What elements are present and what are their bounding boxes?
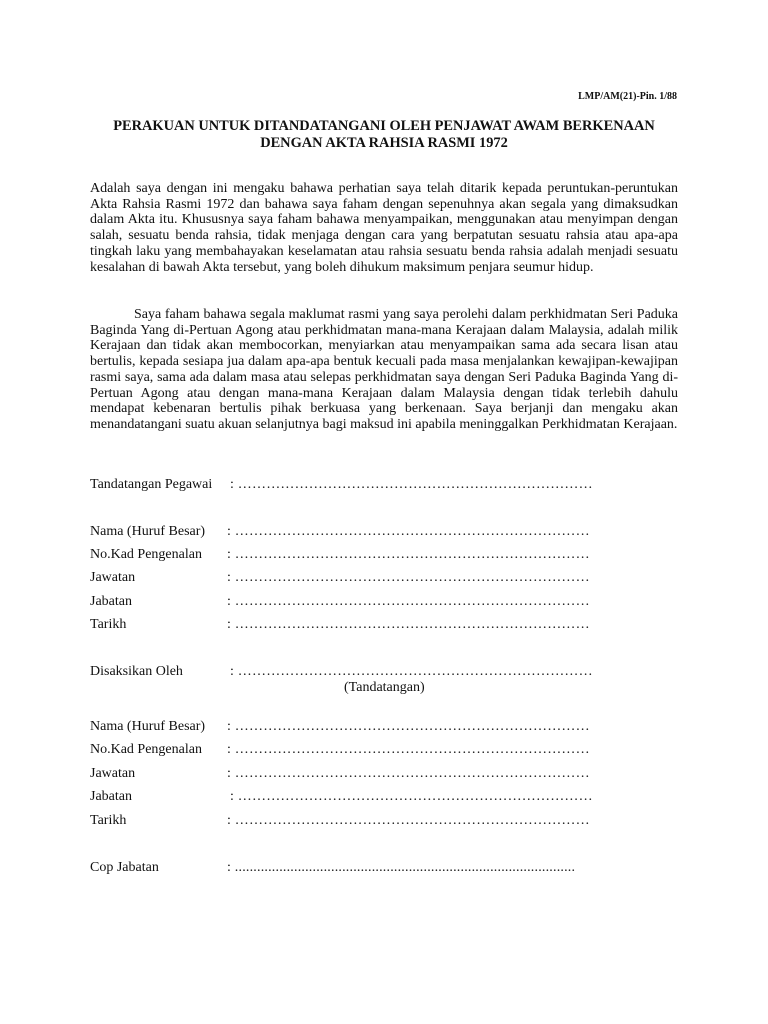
- witness-department-field[interactable]: : …………………………………………………………………: [230, 789, 593, 804]
- department-stamp-field[interactable]: : ............................................................................................: [227, 860, 576, 875]
- declaration-paragraph-2: Saya faham bahawa segala maklumat rasmi yang saya perolehi dalam perkhidmatan Seri Paduka Baginda Yang di-Pertuan Agong atau perkhidmatan mana-mana Kerajaan dalam Malaysia, adalah milik Kerajaan dan tidak akan membocorkan, menyiarkan atau menyampaikan sama ada secara lisan atau bertulis, kepada sesiapa jua dalam apa-apa bentuk kecuali pada masa menjalankan kewajipan-kewajipan rasmi saya, sama ada dalam masa atau selepas perkhidmatan saya dengan Seri Paduka Baginda Yang di-Pertuan Agong atau dengan mana-mana Kerajaan dalam Malaysia dengan tidak terlebih dahulu mendapat kebenaran bertulis pihak berkuasa yang berkenaan. Saya berjanji dan mengaku akan menandatangani suatu akuan selanjutnya bagi maksud ini apabila meninggalkan Perkhidmatan Kerajaan.: [90, 307, 678, 432]
- witness-date-field[interactable]: : …………………………………………………………………: [227, 813, 590, 828]
- witness-ic-label: No.Kad Pengenalan: [90, 742, 202, 757]
- officer-position-label: Jawatan: [90, 570, 136, 585]
- officer-name-field[interactable]: : …………………………………………………………………: [227, 524, 590, 539]
- witness-date-label: Tarikh: [90, 813, 127, 828]
- officer-name-label: Nama (Huruf Besar): [90, 524, 206, 539]
- witness-name-label: Nama (Huruf Besar): [90, 719, 206, 734]
- witness-department-label: Jabatan: [90, 789, 132, 804]
- officer-position-field[interactable]: : …………………………………………………………………: [227, 570, 590, 585]
- title-line-2: DENGAN AKTA RAHSIA RASMI 1972: [260, 135, 508, 151]
- officer-ic-label: No.Kad Pengenalan: [90, 547, 202, 562]
- department-stamp-label: Cop Jabatan: [90, 860, 159, 875]
- officer-date-label: Tarikh: [90, 617, 127, 632]
- witness-signature-field[interactable]: : …………………………………………………………………: [230, 664, 593, 679]
- witness-position-field[interactable]: : …………………………………………………………………: [227, 766, 590, 781]
- title-line-1: PERAKUAN UNTUK DITANDATANGANI OLEH PENJAWAT AWAM BERKENAAN: [113, 118, 655, 134]
- witness-label: Disaksikan Oleh: [90, 664, 183, 679]
- witness-name-field[interactable]: : …………………………………………………………………: [227, 719, 590, 734]
- document-title: [90, 118, 678, 152]
- witness-position-label: Jawatan: [90, 766, 136, 781]
- officer-department-field[interactable]: : …………………………………………………………………: [227, 594, 590, 609]
- form-reference: LMP/AM(21)-Pin. 1/88: [578, 91, 677, 102]
- officer-ic-field[interactable]: : …………………………………………………………………: [227, 547, 590, 562]
- officer-date-field[interactable]: : …………………………………………………………………: [227, 617, 590, 632]
- officer-signature-label: Tandatangan Pegawai: [90, 477, 213, 492]
- officer-signature-field[interactable]: : …………………………………………………………………: [230, 477, 593, 492]
- signature-caption: (Tandatangan): [344, 680, 425, 695]
- officer-department-label: Jabatan: [90, 594, 132, 609]
- witness-ic-field[interactable]: : …………………………………………………………………: [227, 742, 590, 757]
- declaration-paragraph-1: Adalah saya dengan ini mengaku bahawa perhatian saya telah ditarik kepada peruntukan-peruntukan Akta Rahsia Rasmi 1972 dan bahawa saya faham dengan sepenuhnya akan segala yang dimaksudkan dalam Akta itu. Khususnya saya faham bahawa menyampaikan, menggunakan atau menyimpan dengan salah, sesuatu benda rahsia, tidak menjaga dengan cara yang berpatutan sesuatu rahsia atau apa-apa tingkah laku yang membahayakan keselamatan atau rahsia sesuatu benda rahsia adalah menjadi sesuatu kesalahan di bawah Akta tersebut, yang boleh dihukum maksimum penjara seumur hidup.: [90, 181, 678, 275]
